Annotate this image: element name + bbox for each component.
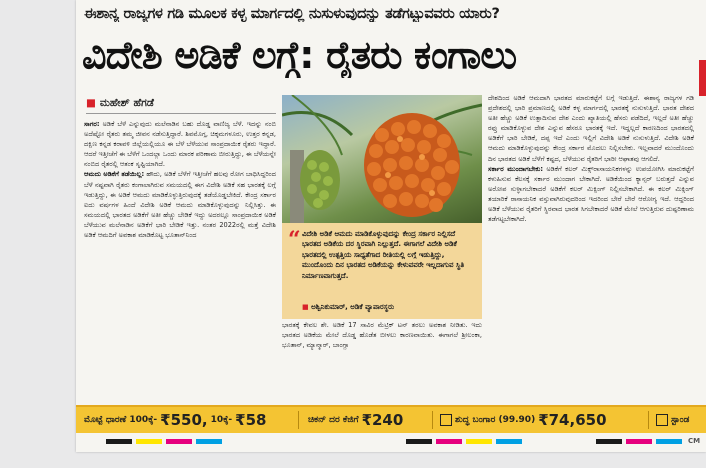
paragraph-text: ಹೌದು, ಅಡಿಕೆ ಬೆಳೆಗೆ ಇತ್ತೀಚೆಗೆ ಹಲವು ರೋಗ ಬಾಧಿಸಿದ್ದರಿಂದ ಬೆಳೆ ನಷ್ಟವಾಗಿ ರೈತರು ಕಂಗಾಲಾಗಿರುವ ಸಮಯದಲ್ಲಿ ಈಗ ವಿದೇಶಿ ಅಡಿಕೆ ಸಹ ಭಾರತಕ್ಕೆ ಲಗ್ಗೆ ಇಡುತ್ತಿದ್ದು, ಈ ಅಡಿಕೆ ಆಮದು ಮಾಡಿಕೊಳ್ಳುತ್ತಿರುವುದಕ್ಕೆ ತಡೆಯೊಡ್ಡಬೇಕಿದೆ. ಕೇಂದ್ರ ಸರ್ಕಾರ ಐದು ವರ್ಷಗಳ ಹಿಂದೆ ವಿದೇಶಿ ಅಡಿಕೆ ಆಮದು ಮಾಡಿಕೊಳ್ಳುವುದನ್ನು ನಿಲ್ಲಿಸಿತ್ತು. ಈ ಸಮಯದಲ್ಲಿ ಭಾರತದ ಅಡಿಕೆಗೆ ಅತೀ ಹೆಚ್ಚು ಬೇಡಿಕೆ ಇದ್ದು ಅದರಲ್ಲೂ ಸಾಂಪ್ರದಾಯಿಕ ಅಡಿಕೆ ಬೆಳೆಯುವ ಮಲೆನಾಡಿನ ಅಡಿಕೆಗೆ ಭಾರಿ ಬೇಡಿಕೆ ಇತ್ತು. ನಂತರ 2022ರಲ್ಲಿ ಮತ್ತೆ ವಿದೇಶಿ ಅಡಿಕೆ ಆಮದಿಗೆ ಅವಕಾಶ ಮಾಡಿಕೊಟ್ಟ ಭೂತಾನ್‌ನಿಂದ: [84, 170, 276, 240]
color-swatch: [466, 439, 492, 444]
pull-quote: [282, 223, 482, 319]
chicken-price: [308, 407, 403, 433]
paragraph-text: ದೇಶದಿಂದ ಅಡಿಕೆ ಆಮದಾಗಿ ಭಾರತದ ಮಾರುಕಟ್ಟೆಗೆ ಲಗ್ಗೆ ಇಡುತ್ತಿದೆ. ಈಶಾನ್ಯ ರಾಜ್ಯಗಳ ಗಡಿ ಪ್ರದೇಶದಲ್ಲಿ ಭಾರಿ ಪ್ರಮಾಣದಲ್ಲಿ ಅಡಿಕೆ ಕಳ್ಳ ಮಾರ್ಗದಲ್ಲಿ ಭಾರತಕ್ಕೆ ನುಸುಳುತ್ತಿದೆ. ಭಾರತ ದೇಶದ ಅತೀ ಹೆಚ್ಚು ಅಡಿಕೆ ಉತ್ಪಾದಿಸುವ ದೇಶ ಎಂದು ಖ್ಯಾತಿಯಲ್ಲಿ ಹೆಸರು ಪಡೆದಿದೆ, ಇಲ್ಲದೆ ಅತೀ ಹೆಚ್ಚು ರಫ್ತು ಮಾಡಿಕೊಳ್ಳುವ ದೇಶ ಎನ್ನುವ ಹೆಸರೂ ಭಾರತಕ್ಕೆ ಇದೆ. ಇದ್ದಲ್ಲದೆ ಕಾರಣದಿಂದ ಭಾರತದಲ್ಲಿ ಅಡಿಕೆಗೆ ಭಾರಿ ಬೇಡಿಕೆ, ದಪ್ಪ ಇದೆ ಎಂದು ಇಲ್ಲಿಗೆ ವಿದೇಶಿ ಅಡಿಕೆ ನುಸುಳುತ್ತಿದೆ. ವಿದೇಶಿ ಅಡಿಕೆ ಆಮದು ಮಾಡಿಕೊಳ್ಳುವುದನ್ನು ಕೇಂದ್ರ ಸರ್ಕಾರ ಮೊದಲು ನಿಲ್ಲಿಸಬೇಕು. ಇಲ್ಲವಾದರೆ ಮುಂದೊಂದು ದಿನ ಭಾರತದ ಅಡಿಕೆ ಬೆಳೆಗೆ ಕಷ್ಟದ, ಬೆಳೆಯುವ ರೈತರಿಗೆ ಭಾರೀ ಆಘಾತವು ಆಗಲಿದೆ.: [488, 94, 694, 163]
paragraph: [84, 119, 276, 169]
egg-price-label: ಮೊಟ್ಟೆ ಧಾರಣೆ 100ಕ್ಕೆ-: [84, 415, 158, 425]
kicker-headline: ಈಶಾನ್ಯ ರಾಜ್ಯಗಳ ಗಡಿ ಮೂಲಕ ಕಳ್ಳ ಮಾರ್ಗದಲ್ಲಿ ನುಸುಳುವುದನ್ನು ತಡೆಗಟ್ಟುವವರು ಯಾರು?: [84, 6, 500, 22]
egg-price: [84, 407, 266, 433]
main-headline: ವಿದೇಶಿ ಅಡಿಕೆ ಲಗ್ಗೆ: ರೈತರು ಕಂಗಾಲು: [82, 33, 517, 77]
color-swatch: [106, 439, 132, 444]
paragraph-text: ಅಡಿಕೆಗೆ ಕಲರ್ ಮಿಕ್ಸ್‌ರಾಸಾಯನಿಕಗಳನ್ನು ಉಪಯೋಗಿಸಿ ಮಾರುಕಟ್ಟೆಗೆ ಕಳುಹಿಸುವ ಕೆಲಸಕ್ಕೆ ಸರ್ಕಾರ ಮುಂದಾಗ ಬೇಕಾಗಿದೆ. ಅಡಿಕೆಯಿಂದ ಕ್ಯಾನ್ಸರ್ ಬರುತ್ತದೆ ಎನ್ನುವ ಅರೋಪ ಸುಳ್ಳಾಗಬೇಕಾದರೆ ಅಡಿಕೆಗೆ ಕಲರ್ ಮಿಕ್ಸಿಂಗ್ ನಿಲ್ಲಿಸಬೇಕಾಗಿದೆ. ಈ ಕಲರ್ ಮಿಕ್ಸಿಂಗ್ ತಯಾರಿಕೆ ರಾಸಾಯನಿಕ ವಸ್ತುವಾಗಿರುವುದರಿಂದ ಇದರಿಂದ ಬೇರೆ ಬೇರೆ ಆರೋಗ್ಯ ಇದೆ. ಆದ್ದರಿಂದ ಅಡಿಕೆ ಬೆಳೆಯುವ ರೈತರಿಗೆ ಸ್ಥಿರವಾದ ಭಾರತ ಸಿಗಬೇಕಾದರೆ ಅಡಿಕೆ ಮೇಲೆ ಆಗುತ್ತಿರುವ ದುಷ್ಪರಿಣಾಮ ತಡೆಗಟ್ಟಬೇಕಾಗಿದೆ.: [488, 164, 694, 224]
color-swatch: [496, 439, 522, 444]
divider: [648, 411, 649, 429]
newspaper-page: [76, 0, 706, 452]
arecanut-illustration: [282, 95, 482, 223]
price-ticker: [76, 405, 706, 433]
article-column-3: [488, 93, 694, 393]
cm-mark: CM: [688, 437, 701, 445]
section-marker: [699, 60, 706, 96]
silver-price: [656, 407, 689, 433]
paragraph: [84, 169, 276, 240]
color-swatch: [436, 439, 462, 444]
color-swatch: [166, 439, 192, 444]
color-swatch: [596, 439, 622, 444]
paragraph: [488, 93, 694, 164]
byline: [86, 97, 154, 110]
checkbox-icon: [656, 414, 668, 426]
arecanut-photo: [282, 95, 482, 223]
bullet-icon: ■: [302, 303, 309, 311]
color-swatch: [626, 439, 652, 444]
color-swatch: [136, 439, 162, 444]
silver-price-label: ಸ್ಟಾಂಡ: [671, 415, 690, 425]
paragraph-lead: ಆಮದು ಅಡಿಕೆಗೆ ತಡೆಯಿಲ್ಲ:: [84, 170, 145, 179]
paragraph-lead: ಸರ್ಕಾರ ಮುಂದಾಗಬೇಕು:: [488, 164, 544, 173]
egg-price-label-10: 10ಕ್ಕೆ-: [210, 415, 233, 425]
gold-price-label: ಶುದ್ಧ ಬಂಗಾರ (99.90): [455, 415, 536, 425]
egg-price-value-10: ₹58: [235, 411, 267, 429]
quote-author: ಅಶ್ವಿನಿಕುಮಾರ್, ಅಡಿಕೆ ವ್ಯಾಪಾರಸ್ಥರು: [311, 303, 395, 311]
paragraph-lead: ಸಾಗರ:: [84, 120, 100, 128]
chicken-price-value: ₹240: [361, 411, 404, 429]
quote-attribution: [302, 303, 478, 312]
article-column-1: [84, 119, 276, 394]
paragraph: [488, 164, 694, 225]
quote-mark-icon: “: [288, 227, 301, 253]
bullet-icon: ■: [86, 97, 96, 109]
color-swatch: [656, 439, 682, 444]
quote-text: ವಿದೇಶಿ ಅಡಿಕೆ ಆಮದು ಮಾಡಿಕೊಳ್ಳುವುದನ್ನು ಕೇಂದ್ರ ಸರ್ಕಾರ ನಿಲ್ಲಿಸದೆ ಭಾರತದ ಅಡಿಕೆಯ ದರ ಸ್ಥಿರವಾಗಿ ನಿಲ್ಲುತ್ತದೆ. ಈಗಾಗಲೆ ವಿದೇಶಿ ಅಡಿಕೆ ಭಾರತದಲ್ಲಿ ಉತ್ಪತ್ತಿಯ ಸಾಧ್ಯತೆಗಾದ ರೀತಿಯಲ್ಲಿ ಲಗ್ಗೆ ಇಡುತ್ತಿದ್ದು, ಮುಂದೊಂದು ದಿನ ಭಾರತದ ಅಡಿಕೆಯನ್ನು ಕೇಳುವವರೇ ಇಲ್ಲದಾಗುವ ಸ್ಥಿತಿ ನಿರ್ಮಾಣವಾಗುತ್ತದೆ.: [302, 230, 465, 280]
gold-price: [440, 407, 607, 433]
egg-price-value: ₹550,: [160, 411, 208, 429]
divider: [298, 411, 299, 429]
divider: [432, 411, 433, 429]
author-name: ಮಹೇಶ್ ಹೆಗಡೆ: [99, 97, 154, 109]
divider: [86, 113, 276, 114]
paragraph-text: ಅಡಿಕೆ ಬೆಳೆ ಎನ್ನುವುದು ಮಲೆನಾಡಿನ ಬಹು ದೊಡ್ಡ ವಾಣಿಜ್ಯ ಬೆಳೆ. ಇದನ್ನು ನಂಬಿ ಅದೆಷ್ಟೋ ರೈತರು ತಮ್ಮ ಜೀವನ ನಡೆಸುತ್ತಿದ್ದಾರೆ. ಶಿವಮೊಗ್ಗ, ಚಿಕ್ಕಮಗಳೂರು, ಉತ್ತರ ಕನ್ನಡ, ದಕ್ಷಿಣ ಕನ್ನಡ ಕರಾವಳಿ ಜಿಲ್ಲೆಯಲ್ಲಿಯೂ ಈ ಬೆಳೆ ಬೆಳೆಯುವ ಸಾಂಪ್ರದಾಯಿಕ ರೈತರು ಇದ್ದಾರೆ. ಆದರೆ ಇತ್ತೀಚೆಗೆ ಈ ಬೆಳೆಗೆ ಒಂದಲ್ಲಾ ಒಂದು ಮಾರಕ ಪರಿಣಾಮ ಬೀರುತ್ತಿದ್ದು, ಈ ಬೆಳೆಯನ್ನೇ ನಂಬಿದ ರೈತರಲ್ಲಿ ಆತಂಕ ಸೃಷ್ಟಿಯಾಗಿದೆ.: [84, 120, 276, 169]
color-swatch: [196, 439, 222, 444]
color-swatch: [406, 439, 432, 444]
paragraph-text: ಭಾರತಕ್ಕೆ ಕೇವಲ ಶೇ. ಅಡಿಕೆ 17 ಸಾವಿರ ಮೆಟ್ರಿಕ್ ಟನ್ ತರಲು ಅವಕಾಶ ನೀಡಿತು. ಇದು ಭಾರತದ ಅಡಿಕೆಯ ಮೇಲೆ ದೊಡ್ಡ ಹೊಡೆತ ಬೀಳಲು ಕಾರಣವಾಯಿತು. ಈಗಾಗಲೆ ಶ್ರೀಲಂಕಾ, ಭೂತಾನ್, ಮ್ಯಾನ್ಮಾರ್, ಬಾಂಗ್ಲಾ: [282, 321, 482, 350]
checkbox-icon: [440, 414, 452, 426]
chicken-price-label: ಚಿಕನ್ ದರ ಕೆಜಿಗೆ: [308, 415, 359, 425]
page-left-margin: [0, 0, 76, 468]
gold-price-value: ₹74,650: [538, 411, 607, 429]
article-column-2: [282, 320, 482, 394]
print-color-strip: [76, 439, 706, 444]
